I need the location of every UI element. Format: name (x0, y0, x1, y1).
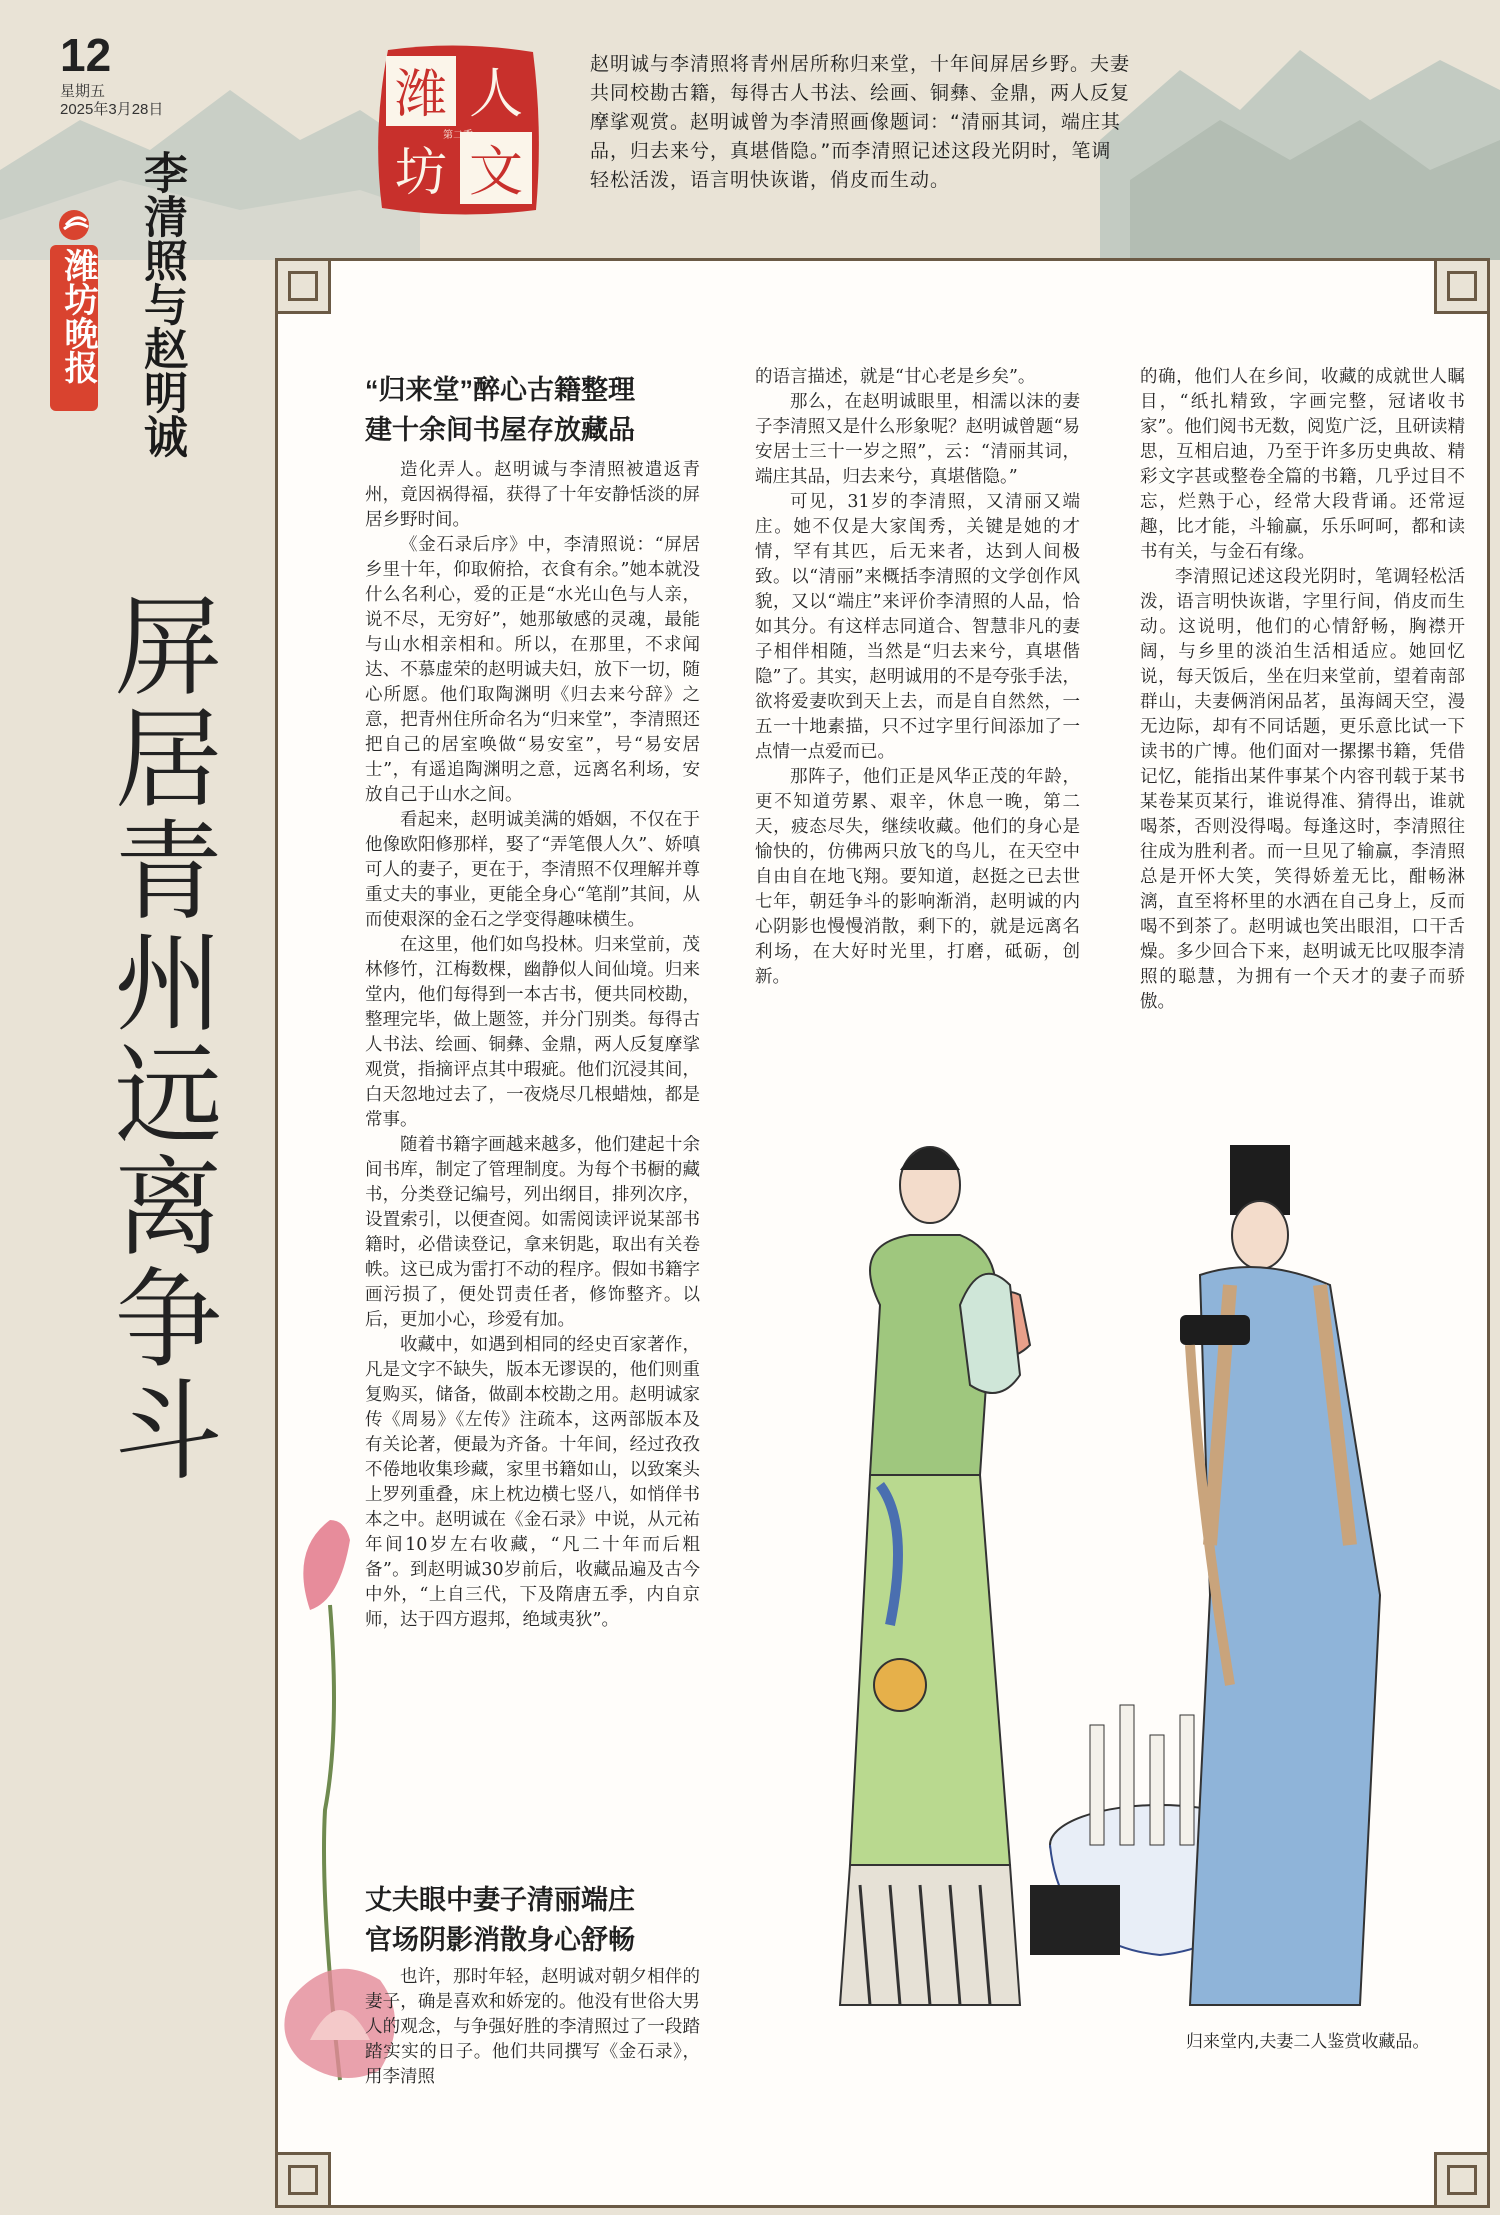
frame-corner-ornament (1434, 2152, 1490, 2208)
svg-text:第二季: 第二季 (443, 130, 473, 141)
paragraph: 也许，那时年轻，赵明诚对朝夕相伴的妻子，确是喜欢和娇宠的。他没有世俗大男人的观念，与争强好胜的李清照过了一段踏踏实实的日子。他们共同撰写《金石录》，用李清照 (365, 1967, 700, 2087)
section1-title (365, 370, 725, 450)
article-column-1 (365, 458, 700, 1633)
paragraph: 李清照记述这段光阴时，笔调轻松活泼，语言明快诙谐，字里行间，俏皮而生动。这说明，他们的心情舒畅，胸襟开阔，与乡里的淡泊生活相适应。她回忆说，每天饭后，坐在归来堂前，望着南部群山，夫妻俩消闲品茗，虽海阔天空，漫无边际，却有不同话题，更乐意比试一下读书的广博。他们面对一摞摞书籍，凭借记忆，能指出某件事某个内容刊载于某书某卷某页某行，谁说得准、猜得出，谁就喝茶，否则没得喝。每逢这时，李清照往往成为胜利者。而一旦见了输赢，李清照总是开怀大笑，笑得娇羞无比，酣畅淋漓，直至将杯里的水洒在自己身上，反而喝不到茶了。赵明诚也笑出眼泪，口干舌燥。多少回合下来，赵明诚无比叹服李清照的聪慧，为拥有一个天才的妻子而骄傲。 (1140, 567, 1465, 1012)
page-number: 12 (60, 29, 112, 81)
svg-text:坊: 坊 (394, 143, 448, 203)
section2-title-line1: 丈夫眼中妻子清丽端庄 (365, 1885, 635, 1915)
weekday: 星期五 (60, 82, 106, 100)
man-figure (1180, 1145, 1380, 2005)
section2-title (365, 1880, 725, 1960)
section1-title-line2: 建十余间书屋存放藏品 (365, 415, 635, 445)
paragraph-continued: 的确，他们人在乡间，收藏的成就世人瞩目，“纸扎精致，字画完整，冠诸收书家”。他们阅书无数，阅览广泛，且研读精思，互相启迪，乃至于许多历史典故、精彩文字甚或整卷全篇的书籍，几乎过目不忘，烂熟于心，经常大段背诵。还常逗趣，比才能，斗输赢，乐乐呵呵，都和读书有关，与金石有缘。 (1140, 367, 1465, 562)
intro-paragraph: 赵明诚与李清照将青州居所称归来堂，十年间屏居乡野。夫妻共同校勘古籍，每得古人书法、绘画、铜彝、金鼎，两人反复摩挲观赏。赵明诚曾为李清照画像题词：“清丽其词，端庄其品，归去来兮，真堪偕隐。”而李清照记述这段光阴时，笔调轻松活泼，语言明快诙谐，俏皮而生动。 (590, 53, 1131, 191)
paragraph: 那么，在赵明诚眼里，相濡以沫的妻子李清照又是什么形象呢？赵明诚曾题“易安居士三十一岁之照”，云：“清丽其词，端庄其品，归去来兮，真堪偕隐。” (755, 392, 1080, 487)
article-column-2 (755, 365, 1080, 990)
paragraph: 收藏中，如遇到相同的经史百家著作，凡是文字不缺失，版本无谬误的，他们则重复购买，储备，做副本校勘之用。赵明诚家传《周易》《左传》注疏本，这两部版本及有关论著，便最为齐备。十年间，经过孜孜不倦地收集珍藏，家里书籍如山，以致案头上罗列重叠，床上枕边横七竖八，如悄佯书本之中。赵明诚在《金石录》中说，从元祐年间10岁左右收藏，“凡二十年而后粗备”。到赵明诚30岁前后，收藏品遍及古今中外，“上自三代，下及隋唐五季，内自京师，达于四方遐邦，绝域夷狄”。 (365, 1335, 700, 1630)
column-seal-logo (368, 40, 548, 220)
couple-illustration (760, 1125, 1480, 2035)
frame-corner-ornament (275, 258, 331, 314)
svg-text:潍: 潍 (394, 65, 448, 125)
section1-title-line1: “归来堂”醉心古籍整理 (365, 375, 635, 405)
paragraph: 在这里，他们如鸟投林。归来堂前，茂林修竹，江梅数棵，幽静似人间仙境。归来堂内，他们每得到一本古书，便共同校勘，整理完毕，做上题签，并分门别类。每得古人书法、绘画、铜彝、金鼎，两人反复摩挲观赏，指摘评点其中瑕疵。他们沉浸其间，白天忽地过去了，一夜烧尽几根蜡烛，都是常事。 (365, 935, 700, 1130)
paragraph: 看起来，赵明诚美满的婚姻，不仅在于他像欧阳修那样，娶了“弄笔偎人久”、娇嗔可人的妻子，更在于，李清照不仅理解并尊重丈夫的事业，更能全身心“笔削”其间，从而使艰深的金石之学变得趣味横生。 (365, 810, 700, 930)
issue-date: 2025年3月28日 (60, 101, 164, 118)
section2-title-line2: 官场阴影消散身心舒畅 (365, 1925, 635, 1955)
paragraph: 可见，31岁的李清照，又清丽又端庄。她不仅是大家闺秀，关键是她的才情，罕有其匹，后无来者，达到人间极致。以“清丽”来概括李清照的文学创作风貌，又以“端庄”来评价李清照的人品，恰如其分。有这样志同道合、智慧非凡的妻子相伴相随，当然是“归去来兮，真堪偕隐”了。其实，赵明诚用的不是夸张手法，欲将爱妻吹到天上去，而是自自然然，一五一十地素描，只不过字里行间添加了一点情一点爱而已。 (755, 492, 1080, 762)
paragraph: 《金石录后序》中，李清照说：“屏居乡里十年，仰取俯拾，衣食有余。”她本就没什么名利心，爱的正是“水光山色与人亲，说不尽，无穷好”，她那敏感的灵魂，最能与山水相亲相和。所以，在那里，不求闻达、不慕虚荣的赵明诚夫妇，放下一切，随心所愿。他们取陶渊明《归去来兮辞》之意，把青州住所命名为“归来堂”，李清照还把自己的居室唤做“易安室”，号“易安居士”，有遥追陶渊明之意，远离名利场，安放自己于山水之间。 (365, 535, 700, 805)
paragraph: 随着书籍字画越来越多，他们建起十余间书库，制定了管理制度。为每个书橱的藏书，分类登记编号，列出纲目，排列次序，设置索引，以便查阅。如需阅读评说某部书籍时，必借读登记，拿来钥匙，取出有关卷帙。这已成为雷打不动的程序。假如书籍字画污损了，便处罚责任者，修饰整齐。以后，更加小心，珍爱有加。 (365, 1135, 700, 1330)
woman-figure (840, 1147, 1030, 2005)
illustration-caption: 归来堂内,夫妻二人鉴赏收藏品。 (1186, 2032, 1430, 2052)
paragraph-continued: 的语言描述，就是“甘心老是乡矣”。 (755, 367, 1036, 387)
paper-name: 潍坊晚报 (58, 248, 98, 384)
kicker-headline: 李清照与赵明诚 (136, 150, 187, 458)
section2-body (365, 1965, 700, 2090)
frame-corner-ornament (1434, 258, 1490, 314)
paragraph: 造化弄人。赵明诚与李清照被遣返青州，竟因祸得福，获得了十年安静恬淡的屏居乡野时间。 (365, 460, 700, 530)
frame-corner-ornament (275, 2152, 331, 2208)
paragraph: 那阵子，他们正是风华正茂的年龄，更不知道劳累、艰辛，休息一晚，第二天，疲态尽失，继续收藏。他们的身心是愉快的，仿佛两只放飞的鸟儿，在天空中自由自在地飞翔。要知道，赵挺之已去世七年，朝廷争斗的影响渐消，赵明诚的内心阴影也慢慢消散，剩下的，就是远离名利场，在大好时光里，打磨，砥砺，创新。 (755, 767, 1080, 987)
main-headline: 屏居青州远离争斗 (96, 590, 221, 1486)
svg-text:人: 人 (469, 62, 523, 125)
svg-text:文: 文 (469, 140, 523, 203)
article-column-3 (1140, 365, 1465, 1015)
